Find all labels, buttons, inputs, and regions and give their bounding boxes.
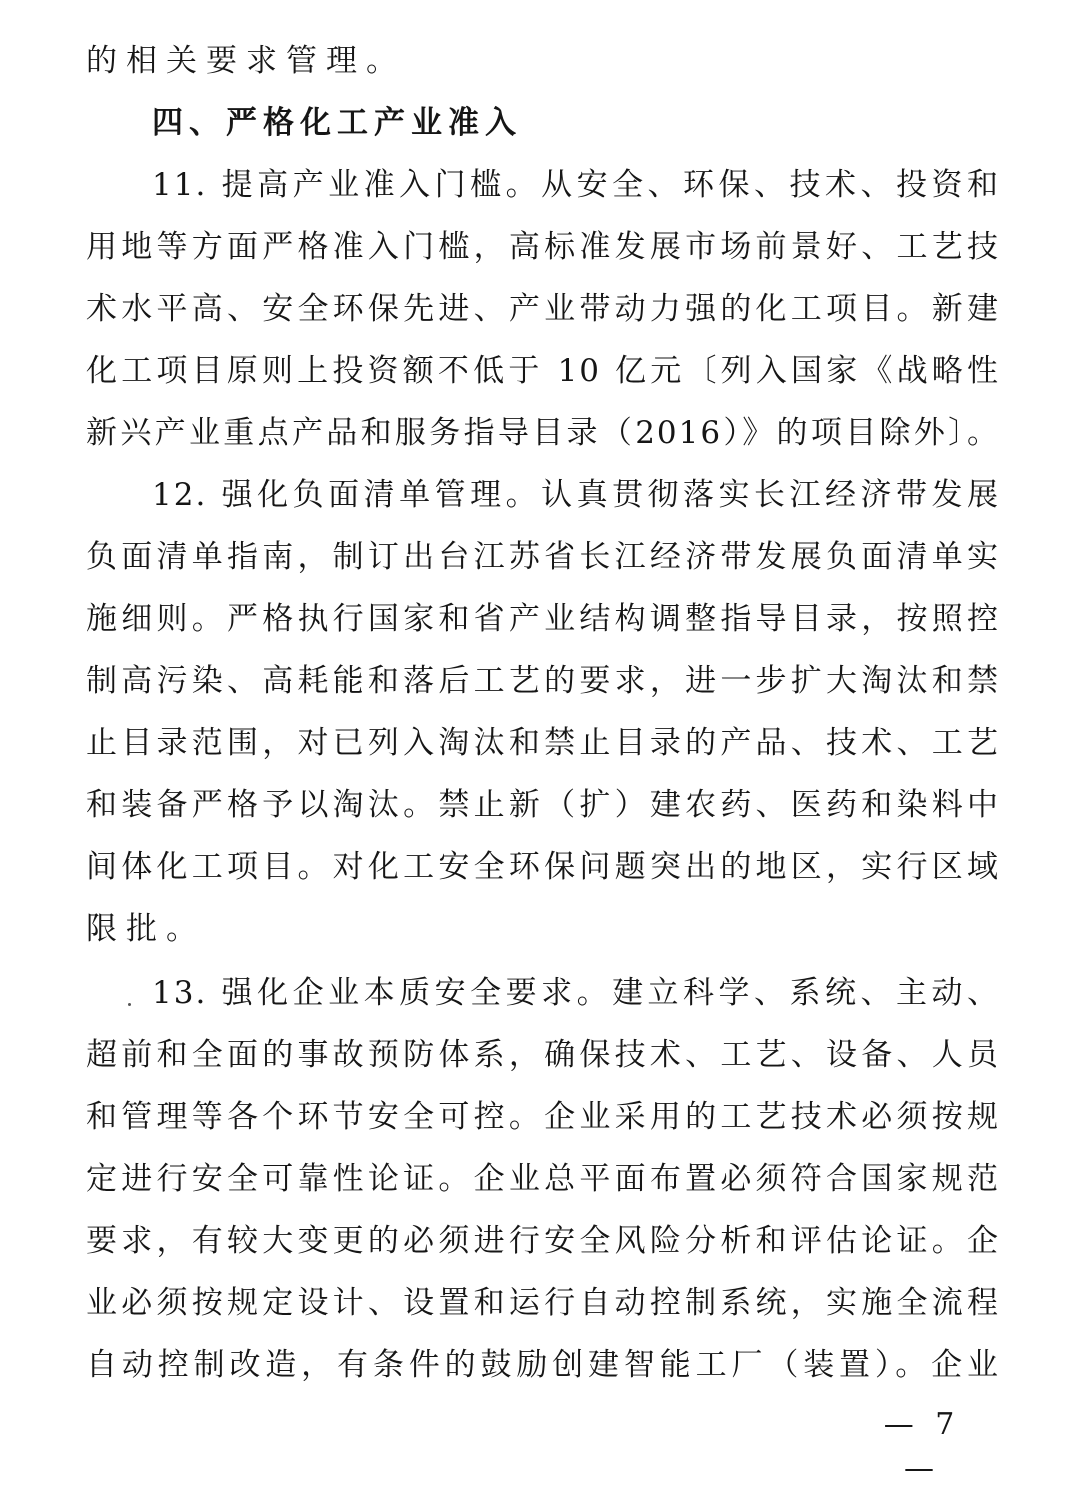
paragraph-line: 负面清单指南，制订出台江苏省长江经济带发展负面清单实	[86, 539, 1000, 575]
paragraph-line: 12. 强化负面清单管理。认真贯彻落实长江经济带发展	[152, 477, 1000, 513]
paragraph-line: 要求，有较大变更的必须进行安全风险分析和评估论证。企	[86, 1223, 1000, 1259]
paragraph-line: 超前和全面的事故预防体系，确保技术、工艺、设备、人员	[86, 1037, 1000, 1073]
paragraph-line: 和管理等各个环节安全可控。企业采用的工艺技术必须按规	[86, 1099, 1000, 1135]
paragraph-line: 术水平高、安全环保先进、产业带动力强的化工项目。新建	[86, 291, 1000, 327]
paragraph-line: 化工项目原则上投资额不低于 10 亿元〔列入国家《战略性	[86, 353, 1000, 389]
scan-speck	[128, 1003, 131, 1006]
continuation-line: 的相关要求管理。	[86, 43, 406, 79]
paragraph-line: 11. 提高产业准入门槛。从安全、环保、技术、投资和	[152, 167, 1000, 203]
paragraph-line: 13. 强化企业本质安全要求。建立科学、系统、主动、	[152, 975, 1000, 1011]
paragraph-line: 制高污染、高耗能和落后工艺的要求，进一步扩大淘汰和禁	[86, 663, 1000, 699]
paragraph-line: 和装备严格予以淘汰。禁止新（扩）建农药、医药和染料中	[86, 787, 1000, 823]
paragraph-line: 用地等方面严格准入门槛，高标准发展市场前景好、工艺技	[86, 229, 1000, 265]
paragraph-line: 自动控制改造，有条件的鼓励创建智能工厂（装置）。企业	[86, 1347, 1000, 1383]
paragraph-line: 定进行安全可靠性论证。企业总平面布置必须符合国家规范	[86, 1161, 1000, 1197]
paragraph-line: 止目录范围，对已列入淘汰和禁止目录的产品、技术、工艺	[86, 725, 1000, 761]
paragraph-line: 间体化工项目。对化工安全环保问题突出的地区，实行区域	[86, 849, 1000, 885]
paragraph-line: 新兴产业重点产品和服务指导目录（2016）》的项目除外〕。	[86, 415, 1000, 451]
paragraph-line: 施细则。严格执行国家和省产业结构调整指导目录，按照控	[86, 601, 1000, 637]
page-number: — 7 —	[883, 1407, 961, 1486]
paragraph-line: 限批。	[86, 911, 206, 947]
paragraph-line: 业必须按规定设计、设置和运行自动控制系统，实施全流程	[86, 1285, 1000, 1321]
section-heading: 四、严格化工产业准入	[152, 105, 522, 141]
